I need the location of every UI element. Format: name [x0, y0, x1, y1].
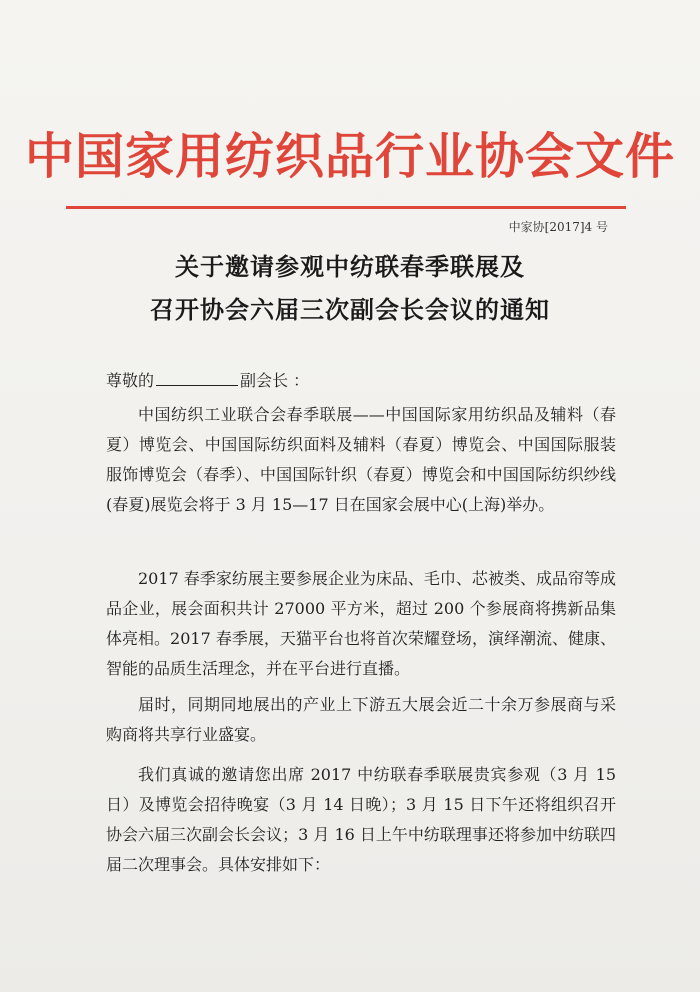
document-number: 中家协[2017]4 号 [508, 220, 608, 234]
paragraph-home-textile-show [106, 564, 616, 684]
paragraph-industry-event [106, 690, 616, 750]
header-red-rule [66, 206, 626, 209]
paragraph-exhibition-intro [106, 400, 616, 520]
paragraph-text: 2017 春季家纺展主要参展企业为床品、毛巾、芯被类、成品帘等成品企业，展会面积共计 27000 平方米，超过 200 个参展商将携新品集体亮相。2017 春季展，天猫平台也将首次荣耀登场，演绎潮流、健康、智能的品质生活理念，并在平台进行直播。 [106, 569, 616, 678]
salutation-suffix: 副会长 ： [240, 371, 310, 390]
name-blank-underline [156, 371, 238, 386]
paragraph-invitation [106, 760, 616, 880]
notice-title-line-1: 关于邀请参观中纺联春季联展及 [175, 253, 525, 281]
salutation [106, 366, 309, 396]
paragraph-text: 届时，同期同地展出的产业上下游五大展会近二十余万参展商与采购商将共享行业盛宴。 [106, 695, 616, 744]
paragraph-text: 我们真诚的邀请您出席 2017 中纺联春季联展贵宾参观（3 月 15 日）及博览会招待晚宴（3 月 14 日晚）；3 月 15 日下午还将组织召开协会六届三次副会长会议；3 月 16 日上午中纺联理事还将参加中纺联四届二次理事会。具体安排如下： [106, 765, 616, 874]
salutation-prefix: 尊敬的 [106, 371, 155, 390]
notice-title-line-2: 召开协会六届三次副会长会议的通知 [150, 296, 550, 324]
organization-header-title: 中国家用纺织品行业协会文件 [24, 128, 675, 185]
paragraph-text: 中国纺织工业联合会春季联展——中国国际家用纺织品及辅料（春夏）博览会、中国国际纺织面料及辅料（春夏）博览会、中国国际服装服饰博览会（春季）、中国国际针织（春夏）博览会和中国国际纺织纱线(春夏)展览会将于 3 月 15—17 日在国家会展中心(上海)举办。 [106, 405, 616, 514]
